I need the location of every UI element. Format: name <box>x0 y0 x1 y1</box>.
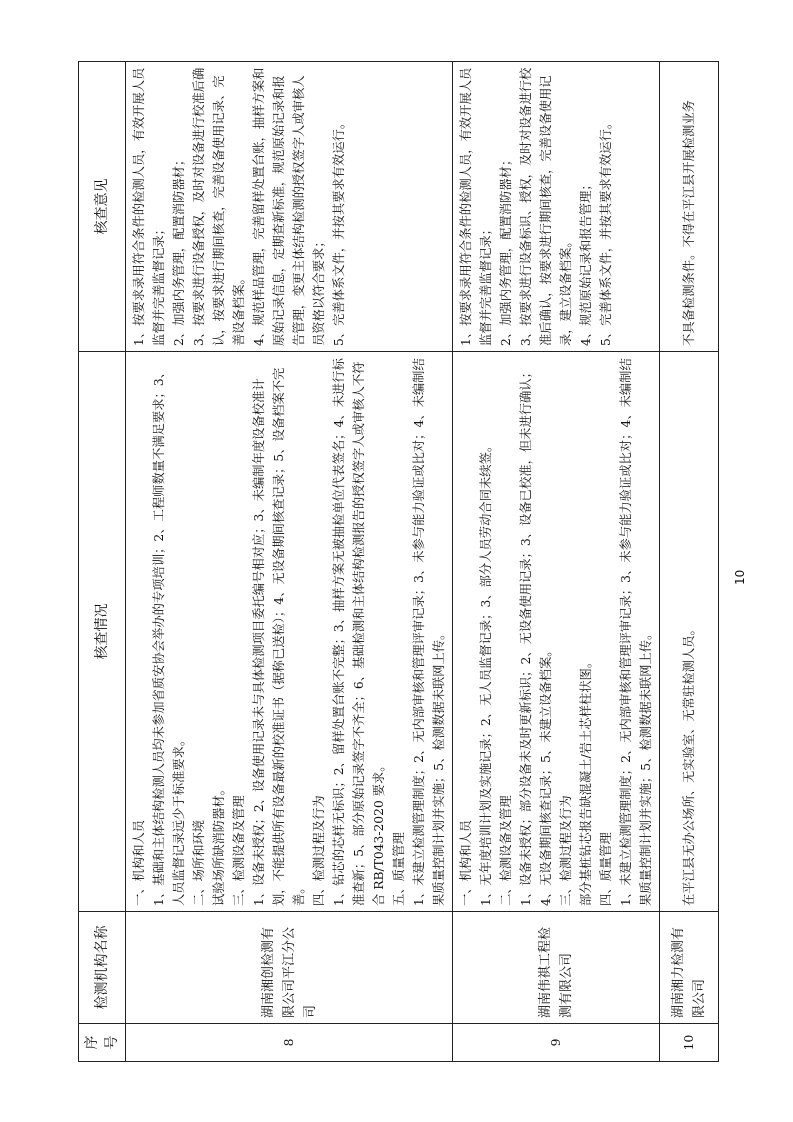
opinion-cell <box>660 62 719 352</box>
situation-line: 1、未建立检测管理制度；2、无内部审核和管理评审记录；3、未参与能力验证或比对；4、未编制结果质量控制计划并实施；5、检测数据未联网上传。 <box>619 358 653 906</box>
opinion-line: 4、规范原始记录和报告管理； <box>579 178 593 346</box>
situation-line: 1、钻芯的芯样无标识；2、留样处置台账不完整；3、抽样方案无被抽检单位代表签名；4、未进行标准查新；5、部分原始记录签字不齐全；6、基础检测和主体结构检测报告的授权签字人或审核人不符合 RB/T043-2020 要求。 <box>332 358 386 906</box>
situation-line: 1、无年度培训计划及实施记录；2、无人员监督记录；3、部分人员劳动合同未续签。 <box>479 439 493 906</box>
situation-line: 一、机构和人员 <box>132 819 146 906</box>
row-number: 8 <box>126 1024 453 1062</box>
row-number: 9 <box>453 1024 660 1062</box>
opinion-line: 5、完善体系文件，并按其要求有效运行。 <box>332 116 346 346</box>
situation-cell <box>660 352 719 912</box>
opinion-cell <box>126 62 453 352</box>
opinion-line: 5、完善体系文件，并按其要求有效运行。 <box>599 116 613 346</box>
situation-line: 二、场所和环境 <box>192 819 206 906</box>
org-name: 湖南伟祺工程检测有限公司 <box>453 912 660 1024</box>
situation-cell <box>126 352 453 912</box>
header-situation: 核查情况 <box>79 352 126 912</box>
situation-line: 1、设备未授权；2、设备使用记录未与具体检测项目委托编号相对应；3、未编制年度设备校准计划，不能提供所有设备最新的校准证书（据称已送检）；4、无设备期间核查记录；5、设备档案不完善。 <box>252 367 306 906</box>
header-org: 检测机构名称 <box>79 912 126 1024</box>
header-no: 序号 <box>79 1024 126 1062</box>
inspection-table <box>78 61 719 1062</box>
table-header-row <box>79 62 126 1062</box>
situation-line: 1、基础和主体结构检测人员均未参加省质安协会举办的专项培训；2、工程师数量不满足要求；3、人员监督记录远少于标准要求。 <box>152 366 186 906</box>
opinion-line: 3、按要求进行设备标识、授权，及时对设备进行校准后确认，按要求进行期间核查，完善设备使用记录，建立设备档案。 <box>519 67 573 346</box>
situation-line: 四、检测过程及行为 <box>312 795 326 906</box>
opinion-line: 1、按要求录用符合条件的检测人员，有效开展人员监督并完善监督记录； <box>132 67 166 346</box>
situation-line: 部分基桩钻芯报告缺混凝土/岩土芯样柱状图。 <box>579 655 593 906</box>
page-number: 10 <box>733 569 747 585</box>
table-row <box>453 62 660 1062</box>
situation-line: 在平江县无办公场所、无实验室、无常驻检测人员。 <box>682 623 696 906</box>
table-row <box>660 62 719 1062</box>
opinion-line: 3、按要求进行设备授权，及时对设备进行校准后确认，按要求进行期间核查，完善设备使用记录、完善设备档案。 <box>192 67 246 346</box>
header-opinion: 核查意见 <box>79 62 126 352</box>
situation-line: 试验场所缺消防器材。 <box>212 783 226 906</box>
opinion-cell <box>453 62 660 352</box>
situation-line: 1、设备未授权；部分设备未及时更新标识；2、无设备使用记录；3、设备已校准，但未进行确认；4、无设备期间核查记录；5、未建立设备档案。 <box>519 366 553 906</box>
org-name: 湖南湘力检测有限公司 <box>660 912 719 1024</box>
situation-line: 一、机构和人员 <box>459 819 473 906</box>
situation-cell <box>453 352 660 912</box>
table-row <box>126 62 453 1062</box>
situation-line: 1、未建立检测管理制度；2、无内部审核和管理评审记录；3、未参与能力验证或比对；4、未编制结果质量控制计划并实施；5、检测数据未联网上传。 <box>412 358 446 906</box>
situation-line: 二、检测设备及管理 <box>499 795 513 906</box>
opinion-line: 不具备检测条件。不得在平江县开展检测业务 <box>682 100 696 346</box>
opinion-line: 2、加强内务管理，配置消防器材； <box>172 153 186 346</box>
situation-line: 五、质量管理 <box>392 832 406 906</box>
opinion-line: 4、规范样品管理，完善留样处置台账，抽样方案和原始记录信息，定期查新标准，规范原始记录和报告管理，变更主体结构检测的授权签字人或审核人员资格以符合要求； <box>252 67 326 346</box>
opinion-line: 1、按要求录用符合条件的检测人员，有效开展人员监督并完善监督记录； <box>459 67 493 346</box>
row-number: 10 <box>660 1024 719 1062</box>
org-name: 湖南湘创检测有限公司平江分公司 <box>126 912 453 1024</box>
opinion-line: 2、加强内务管理，配置消防器材； <box>499 153 513 346</box>
rotated-table-container <box>78 62 707 1062</box>
situation-line: 四、质量管理 <box>599 832 613 906</box>
situation-line: 三、检测设备及管理 <box>232 795 246 906</box>
situation-line: 三、检测过程及行为 <box>559 795 573 906</box>
